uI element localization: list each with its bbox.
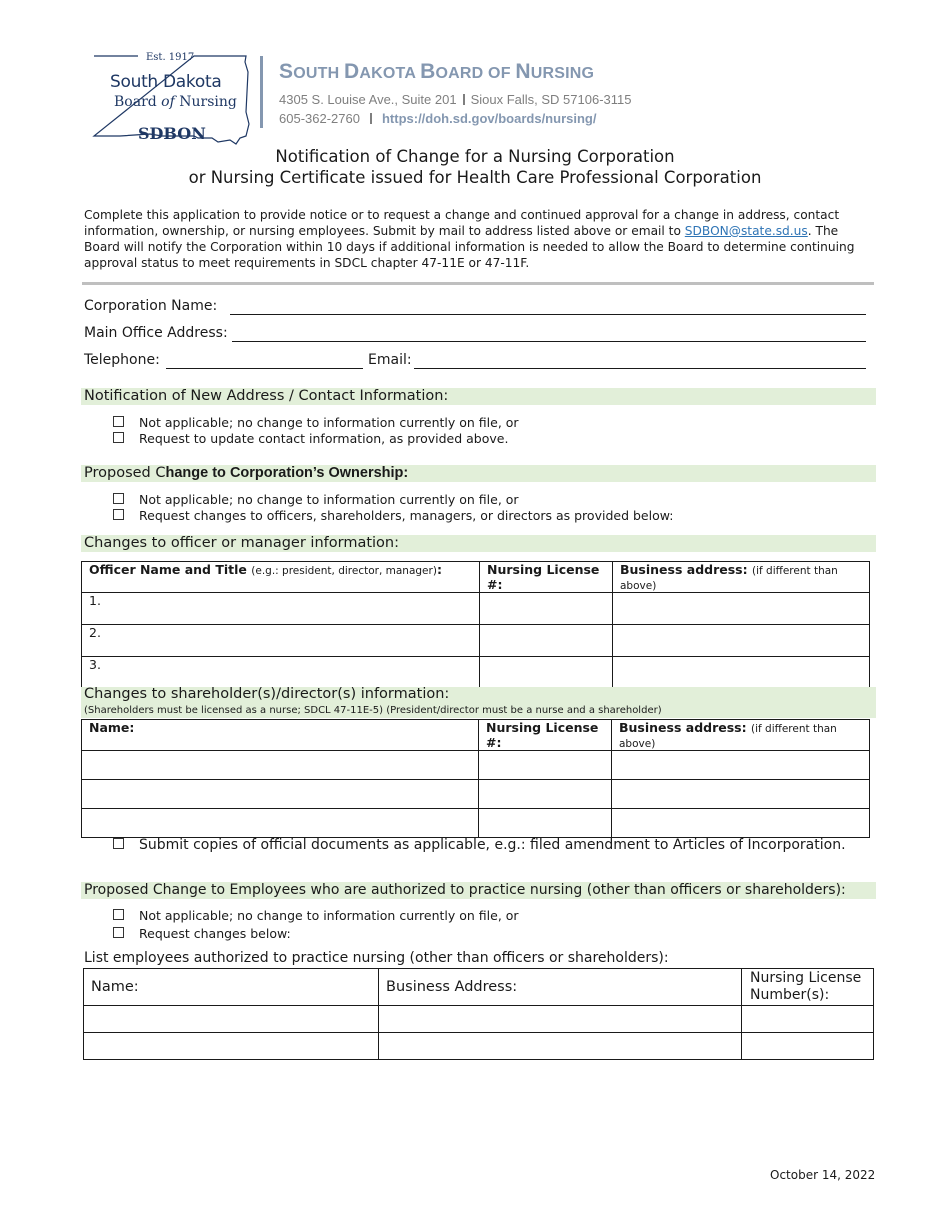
main-office-field[interactable] — [232, 341, 866, 342]
employees-list-label: List employees authorized to practice nursing (other than officers or shareholders): — [84, 950, 669, 966]
email-label: Email: — [368, 352, 412, 368]
organization-address: 4305 S. Louise Ave., Suite 201 Sioux Falls, SD 57106-3115 — [279, 92, 632, 107]
table-cell[interactable] — [479, 751, 612, 780]
table-cell[interactable] — [379, 1006, 742, 1033]
email-link[interactable]: SDBON@state.sd.us — [684, 224, 808, 238]
option-employees-request[interactable]: Request changes below: — [113, 926, 291, 941]
organization-url[interactable]: https://doh.sd.gov/boards/nursing/ — [381, 111, 597, 126]
table-cell[interactable] — [480, 657, 613, 689]
option-employees-not-applicable[interactable]: Not applicable; no change to information currently on file, or — [113, 908, 519, 923]
table-cell[interactable] — [84, 1033, 379, 1060]
option-ownership-not-applicable[interactable]: Not applicable; no change to information currently on file, or — [113, 492, 519, 507]
checkbox[interactable] — [113, 432, 124, 443]
table-cell[interactable]: 3. — [82, 657, 480, 689]
table-cell[interactable] — [479, 780, 612, 809]
shareholders-col-address: Business address: (if different than above) — [612, 720, 870, 751]
intro-paragraph: Complete this application to provide notice or to request a change and continued approval for a change in address, contact information, ownership, or nursing employees. Submit by mail to address listed above or email to SDBON@state.sd.us. The Board will notify the Corporation within 10 days if additional information is needed to allow the Board to determine continuing approval status to meet requirements in SDCL chapter 47-11E or 47-11F. — [84, 208, 855, 270]
form-title-line2: or Nursing Certificate issued for Health Care Professional Corporation — [188, 168, 762, 187]
email-field[interactable] — [414, 368, 866, 369]
section-divider — [82, 282, 874, 285]
corporation-name-label: Corporation Name: — [84, 298, 218, 314]
table-cell[interactable] — [612, 780, 870, 809]
table-cell[interactable] — [480, 625, 613, 657]
sdbon-logo — [90, 52, 252, 148]
shareholders-note: (Shareholders must be licensed as a nurse; SDCL 47-11E-5) (President/director must be a nurse and a shareholder) — [84, 705, 662, 716]
officers-col-address: Business address: (if different than above) — [613, 562, 870, 593]
table-cell[interactable] — [613, 593, 870, 625]
option-submit-documents[interactable]: Submit copies of official documents as applicable, e.g.: filed amendment to Articles of Incorporation. — [113, 837, 846, 853]
corporation-name-field[interactable] — [230, 314, 866, 315]
logo-board: Board of Nursing — [114, 94, 237, 110]
employees-col-license: Nursing License Number(s): — [742, 969, 874, 1006]
checkbox[interactable] — [113, 909, 124, 920]
header-divider — [260, 56, 263, 128]
table-cell[interactable] — [82, 809, 479, 838]
shareholders-col-name: Name: — [82, 720, 479, 751]
table-cell[interactable] — [742, 1033, 874, 1060]
section-employees-heading: Proposed Change to Employees who are authorized to practice nursing (other than officers or shareholders): — [81, 882, 876, 899]
employees-table — [83, 968, 874, 1060]
table-cell[interactable] — [379, 1033, 742, 1060]
section-shareholders-heading: Changes to shareholder(s)/director(s) information: (Shareholders must be licensed as a nurse; SDCL 47-11E-5) (President/director must be a nurse and a shareholder) — [81, 687, 876, 718]
officers-col-name: Officer Name and Title (e.g.: president, director, manager): — [82, 562, 480, 593]
main-office-label: Main Office Address: — [84, 325, 228, 341]
table-cell[interactable] — [84, 1006, 379, 1033]
table-cell[interactable] — [82, 751, 479, 780]
checkbox[interactable] — [113, 509, 124, 520]
shareholders-table — [81, 719, 870, 838]
section-contact-heading: Notification of New Address / Contact Information: — [81, 388, 876, 405]
officers-table — [81, 561, 870, 689]
organization-contact: 605-362-2760 https://doh.sd.gov/boards/nursing/ — [279, 111, 597, 126]
table-cell[interactable] — [613, 657, 870, 689]
section-ownership-heading: Proposed Change to Corporation’s Ownership: — [81, 465, 876, 482]
table-cell[interactable]: 2. — [82, 625, 480, 657]
table-cell[interactable] — [612, 751, 870, 780]
option-contact-update[interactable]: Request to update contact information, as provided above. — [113, 431, 508, 446]
section-officers-heading: Changes to officer or manager information: — [81, 535, 876, 552]
officers-col-license: Nursing License #: — [480, 562, 613, 593]
table-cell[interactable]: 1. — [82, 593, 480, 625]
checkbox[interactable] — [113, 416, 124, 427]
employees-col-address: Business Address: — [379, 969, 742, 1006]
checkbox[interactable] — [113, 838, 124, 849]
telephone-field[interactable] — [166, 368, 363, 369]
telephone-label: Telephone: — [84, 352, 160, 368]
table-cell[interactable] — [613, 625, 870, 657]
option-contact-not-applicable[interactable]: Not applicable; no change to information currently on file, or — [113, 415, 519, 430]
shareholders-col-license: Nursing License #: — [479, 720, 612, 751]
checkbox[interactable] — [113, 493, 124, 504]
checkbox[interactable] — [113, 927, 124, 938]
logo-abbr: SDBON — [138, 124, 206, 143]
footer-date: October 14, 2022 — [770, 1168, 876, 1182]
table-cell[interactable] — [82, 780, 479, 809]
employees-col-name: Name: — [84, 969, 379, 1006]
logo-est: Est. 1917 — [146, 52, 195, 63]
table-cell[interactable] — [742, 1006, 874, 1033]
table-cell[interactable] — [479, 809, 612, 838]
table-cell[interactable] — [480, 593, 613, 625]
table-cell[interactable] — [612, 809, 870, 838]
form-title-line1: Notification of Change for a Nursing Corporation — [275, 147, 675, 166]
organization-name: SOUTH DAKOTA BOARD OF NURSING — [279, 60, 595, 83]
logo-state: South Dakota — [110, 72, 222, 92]
option-ownership-request[interactable]: Request changes to officers, shareholders, managers, or directors as provided below: — [113, 508, 673, 523]
